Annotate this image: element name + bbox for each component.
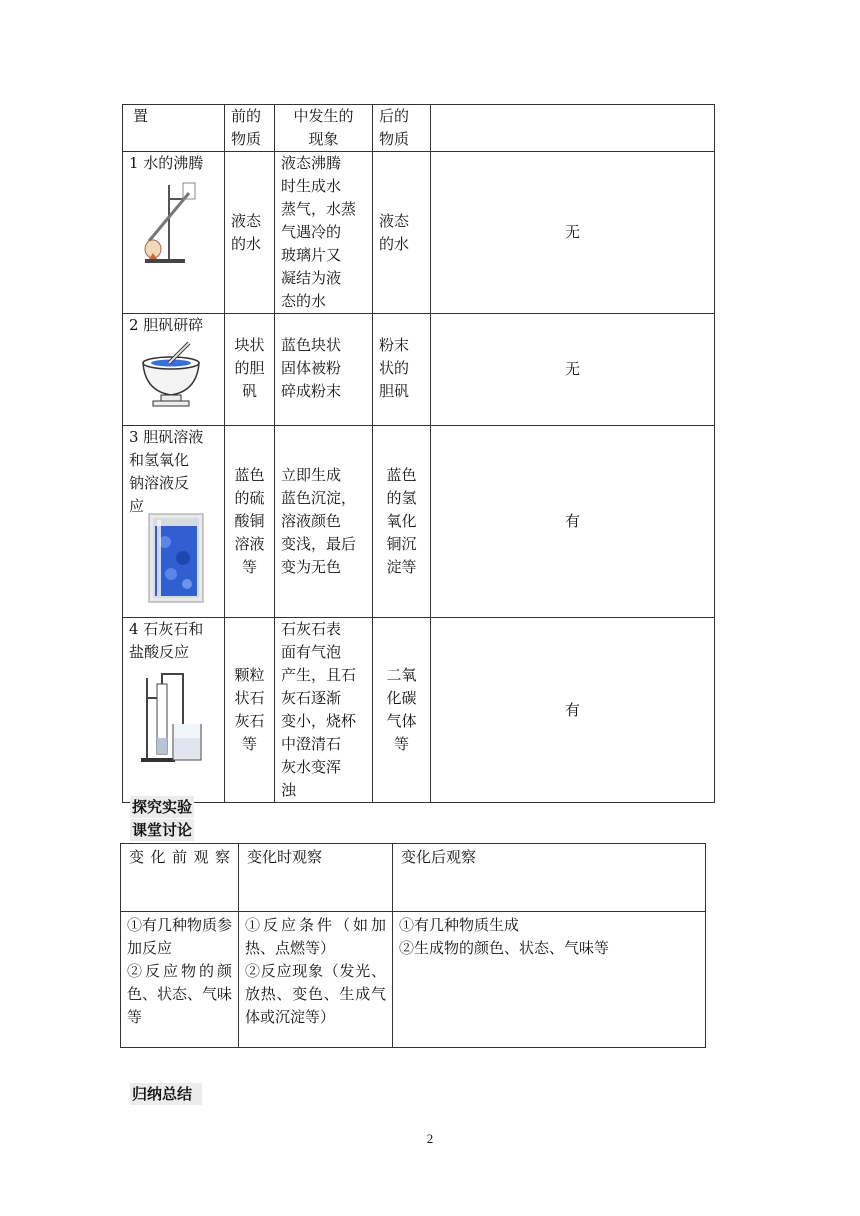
table-row <box>123 314 715 426</box>
before-cell: 液态 的水 <box>225 152 275 314</box>
experiment-title: 2 胆矾研碎 <box>129 316 204 334</box>
experiment-cell <box>123 314 225 426</box>
list-item: ①有几种物质参加反应 <box>127 916 233 957</box>
list-item: ①有几种物质生成 <box>399 916 520 934</box>
after-cell: 粉末 状的 胆矾 <box>373 314 431 426</box>
header-cell: 变化前观察 <box>121 844 239 912</box>
experiment-table <box>122 104 715 803</box>
gas-generation-apparatus-icon <box>139 668 209 764</box>
page-number: 2 <box>426 1131 434 1146</box>
during-observation-cell <box>239 912 393 1048</box>
table-row <box>123 152 715 314</box>
phenomenon-cell: 蓝色块状 固体被粉 碎成粉末 <box>275 314 373 426</box>
experiment-cell <box>123 618 225 803</box>
table-header-row <box>121 844 706 912</box>
heading-explore: 探究实验 <box>132 798 193 816</box>
before-cell: 蓝色 的硫 酸铜 溶液 等 <box>225 426 275 618</box>
list-item: ②反应现象（发光、放热、变色、生成气体或沉淀等） <box>245 962 386 1026</box>
table-row <box>123 426 715 618</box>
header-cell: 中发生的 现象 <box>275 105 373 152</box>
after-cell: 液态 的水 <box>373 152 431 314</box>
phenomenon-cell: 立即生成 蓝色沉淀， 溶液颜色 变浅，最后 变为无色 <box>275 426 373 618</box>
list-item: ②生成物的颜色、状态、气味等 <box>399 939 610 957</box>
result-cell: 无 <box>431 152 715 314</box>
after-cell: 二氧 化碳 气体 等 <box>373 618 431 803</box>
heading-discuss: 课堂讨论 <box>132 821 193 839</box>
after-observation-cell <box>393 912 706 1048</box>
header-cell: 变化时观察 <box>239 844 393 912</box>
header-cell <box>431 105 715 152</box>
heading-summary: 归纳总结 <box>130 1083 202 1105</box>
header-cell: 置 <box>123 105 225 152</box>
before-cell: 块状 的胆 矾 <box>225 314 275 426</box>
mortar-pestle-icon <box>139 341 203 411</box>
list-item: ①反应条件（如加热、点燃等） <box>245 916 386 957</box>
phenomenon-cell: 石灰石表 面有气泡 产生，且石 灰石逐渐 变小，烧杯 中澄清石 灰水变浑 浊 <box>275 618 373 803</box>
header-cell: 后的 物质 <box>373 105 431 152</box>
result-cell: 有 <box>431 426 715 618</box>
result-cell: 无 <box>431 314 715 426</box>
discussion-table <box>120 843 706 1048</box>
experiment-title: 1 水的沸腾 <box>129 154 204 172</box>
distillation-apparatus-icon <box>139 179 201 265</box>
before-observation-cell <box>121 912 239 1048</box>
list-item: ②反应物的颜色、状态、气味等 <box>127 962 233 1026</box>
after-cell: 蓝色 的氢 氧化 铜沉 淀等 <box>373 426 431 618</box>
experiment-cell <box>123 152 225 314</box>
table-row <box>123 618 715 803</box>
table-header-row <box>123 105 715 152</box>
header-cell: 前的 物质 <box>225 105 275 152</box>
experiment-cell <box>123 426 225 618</box>
header-cell: 变化后观察 <box>393 844 706 912</box>
table-row <box>121 912 706 1048</box>
result-cell: 有 <box>431 618 715 803</box>
experiment-title: 3 胆矾溶液 和氢氧化 钠溶液反 应 <box>129 428 204 515</box>
experiment-title: 4 石灰石和 盐酸反应 <box>129 620 204 661</box>
phenomenon-cell: 液态沸腾 时生成水 蒸气，水蒸 气遇冷的 玻璃片又 凝结为液 态的水 <box>275 152 373 314</box>
before-cell: 颗粒 状石 灰石 等 <box>225 618 275 803</box>
test-tube-blue-precipitate-icon <box>145 512 207 604</box>
